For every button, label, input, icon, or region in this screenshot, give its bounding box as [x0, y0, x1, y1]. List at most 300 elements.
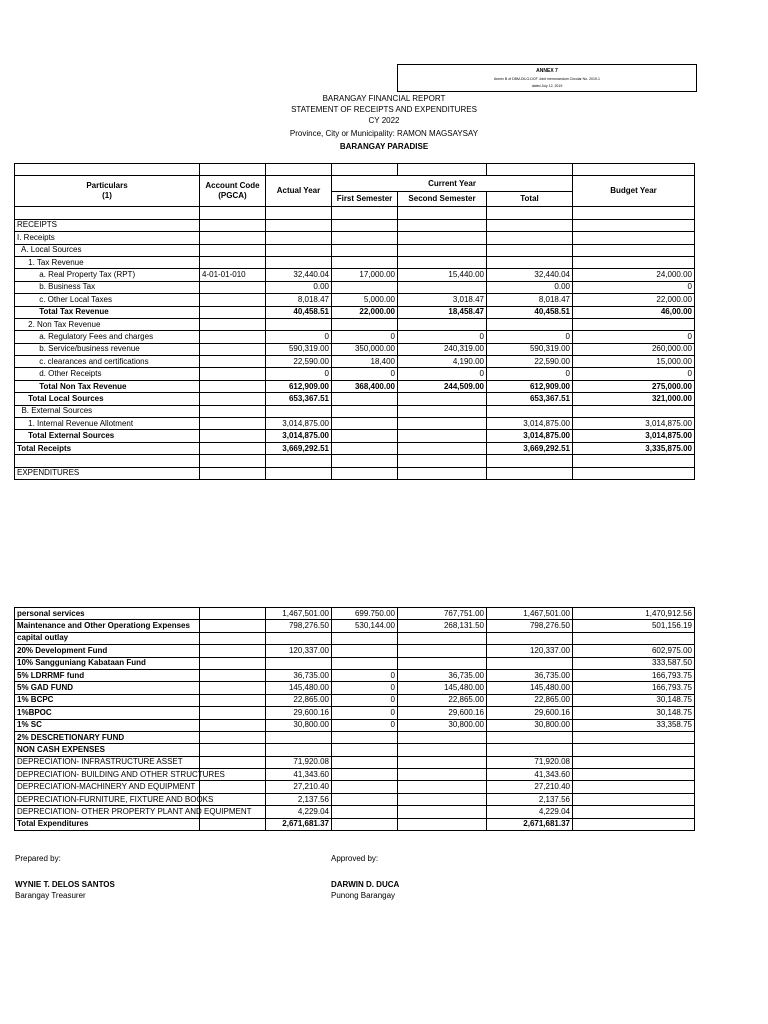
receipts-row: [15, 294, 695, 306]
total-cell: 4,229.04: [487, 806, 573, 818]
receipts-row: [15, 467, 695, 479]
second-semester-cell: [398, 318, 487, 330]
receipts-row: [15, 343, 695, 355]
header-spacer-row: [15, 164, 695, 176]
expenditures-row: [15, 620, 695, 632]
first-semester-cell: 5,000.00: [332, 294, 398, 306]
account-code-cell: [200, 694, 266, 706]
actual-year-cell: 3,014,875.00: [266, 418, 332, 430]
prepared-by-name: WYNIE T. DELOS SANTOS: [15, 880, 115, 889]
actual-year-cell: [266, 232, 332, 244]
first-semester-cell: [332, 806, 398, 818]
particulars-cell: [15, 455, 200, 467]
first-semester-cell: 17,000.00: [332, 269, 398, 281]
expenditures-row: [15, 781, 695, 793]
actual-year-cell: 145,480.00: [266, 682, 332, 694]
total-cell: [487, 244, 573, 256]
particulars-cell: Maintenance and Other Operationg Expenses: [15, 620, 200, 632]
first-semester-cell: 0: [332, 694, 398, 706]
municipality-line: Province, City or Municipality: RAMON MAGSAYSAY: [289, 129, 479, 138]
particulars-cell: 10% Sangguniang Kabataan Fund: [15, 657, 200, 669]
particulars-cell: Total Local Sources: [15, 393, 200, 405]
total-cell: [487, 405, 573, 417]
second-semester-cell: [398, 219, 487, 231]
expenditures-row: [15, 806, 695, 818]
expenditures-row: [15, 769, 695, 781]
total-cell: [487, 657, 573, 669]
second-semester-cell: 29,600.16: [398, 707, 487, 719]
particulars-cell: 1. Tax Revenue: [15, 256, 200, 268]
actual-year-cell: [266, 657, 332, 669]
account-code-cell: [200, 731, 266, 743]
first-semester-cell: [332, 232, 398, 244]
second-semester-cell: [398, 455, 487, 467]
first-semester-cell: 0: [332, 669, 398, 681]
second-semester-cell: [398, 657, 487, 669]
second-semester-cell: [398, 744, 487, 756]
receipts-row: [15, 380, 695, 392]
actual-year-cell: 2,671,681.37: [266, 818, 332, 830]
actual-year-cell: 3,669,292.51: [266, 442, 332, 454]
expenditures-row: [15, 694, 695, 706]
receipts-row: [15, 455, 695, 467]
budget-year-cell: [573, 219, 695, 231]
approved-by-label: Approved by:: [331, 854, 379, 863]
first-semester-cell: 699.750.00: [332, 608, 398, 620]
account-code-cell: [200, 719, 266, 731]
second-semester-cell: [398, 793, 487, 805]
particulars-cell: 1% SC: [15, 719, 200, 731]
actual-year-cell: [266, 244, 332, 256]
expenditures-row: [15, 669, 695, 681]
account-code-cell: [200, 219, 266, 231]
receipts-row: [15, 331, 695, 343]
actual-year-cell: [266, 256, 332, 268]
total-cell: 41,343.60: [487, 769, 573, 781]
second-semester-cell: [398, 769, 487, 781]
second-semester-cell: [398, 442, 487, 454]
second-semester-cell: [398, 256, 487, 268]
second-semester-cell: [398, 430, 487, 442]
account-code-cell: [200, 645, 266, 657]
budget-year-cell: 33,358.75: [573, 719, 695, 731]
receipts-row: [15, 244, 695, 256]
budget-year-cell: 0: [573, 331, 695, 343]
first-semester-cell: [332, 818, 398, 830]
actual-year-cell: 0.00: [266, 281, 332, 293]
second-semester-cell: [398, 632, 487, 644]
account-code-cell: [200, 318, 266, 330]
actual-year-cell: 120,337.00: [266, 645, 332, 657]
actual-year-cell: [266, 467, 332, 479]
particulars-cell: a. Real Property Tax (RPT): [15, 269, 200, 281]
particulars-cell: c. clearances and certifications: [15, 356, 200, 368]
budget-year-cell: 166,793.75: [573, 682, 695, 694]
header-row-1: [15, 176, 695, 192]
particulars-cell: a. Regulatory Fees and charges: [15, 331, 200, 343]
actual-year-cell: [266, 744, 332, 756]
actual-year-cell: [266, 455, 332, 467]
total-cell: 3,014,875.00: [487, 430, 573, 442]
second-semester-cell: 0: [398, 331, 487, 343]
budget-year-cell: 15,000.00: [573, 356, 695, 368]
receipts-table: [14, 163, 695, 480]
account-code-cell: [200, 430, 266, 442]
budget-year-cell: [573, 318, 695, 330]
actual-year-cell: 612,909.00: [266, 380, 332, 392]
particulars-cell: 1. Internal Revenue Allotment: [15, 418, 200, 430]
actual-year-header: Actual Year: [266, 176, 332, 207]
budget-year-cell: [573, 744, 695, 756]
first-semester-cell: 368,400.00: [332, 380, 398, 392]
account-code-cell: [200, 608, 266, 620]
second-semester-cell: 18,458.47: [398, 306, 487, 318]
actual-year-cell: 41,343.60: [266, 769, 332, 781]
particulars-cell: personal services: [15, 608, 200, 620]
second-semester-cell: [398, 393, 487, 405]
particulars-cell: A. Local Sources: [15, 244, 200, 256]
budget-year-cell: [573, 793, 695, 805]
receipts-row: [15, 306, 695, 318]
first-semester-cell: [332, 467, 398, 479]
actual-year-cell: [266, 219, 332, 231]
budget-year-cell: [573, 632, 695, 644]
particulars-cell: Total Non Tax Revenue: [15, 380, 200, 392]
total-cell: 71,920.08: [487, 756, 573, 768]
first-semester-cell: 0: [332, 682, 398, 694]
first-semester-cell: [332, 281, 398, 293]
actual-year-cell: 40,458.51: [266, 306, 332, 318]
total-cell: 612,909.00: [487, 380, 573, 392]
receipts-row: [15, 430, 695, 442]
second-semester-cell: [398, 467, 487, 479]
receipts-row: [15, 281, 695, 293]
expenditures-row: [15, 731, 695, 743]
particulars-cell: 2% DESCRETIONARY FUND: [15, 731, 200, 743]
budget-year-cell: [573, 806, 695, 818]
account-code-cell: [200, 343, 266, 355]
first-semester-cell: [332, 393, 398, 405]
particulars-cell: B. External Sources: [15, 405, 200, 417]
particulars-cell: c. Other Local Taxes: [15, 294, 200, 306]
second-semester-cell: [398, 756, 487, 768]
prepared-by-label: Prepared by:: [15, 854, 61, 863]
account-code-cell: [200, 418, 266, 430]
total-cell: 3,014,875.00: [487, 418, 573, 430]
total-cell: [487, 731, 573, 743]
particulars-cell: Total Receipts: [15, 442, 200, 454]
particulars-cell: b. Business Tax: [15, 281, 200, 293]
total-cell: 22,865.00: [487, 694, 573, 706]
actual-year-cell: 27,210.40: [266, 781, 332, 793]
budget-year-cell: 1,470,912.56: [573, 608, 695, 620]
expenditures-table: [14, 607, 695, 831]
total-cell: 1,467,501.00: [487, 608, 573, 620]
report-year: CY 2022: [368, 116, 400, 125]
expenditures-row: [15, 719, 695, 731]
actual-year-cell: [266, 318, 332, 330]
budget-year-cell: 24,000.00: [573, 269, 695, 281]
budget-year-cell: 0: [573, 281, 695, 293]
second-semester-cell: [398, 244, 487, 256]
second-semester-cell: 240,319.00: [398, 343, 487, 355]
second-semester-cell: 36,735.00: [398, 669, 487, 681]
expenditures-row: [15, 682, 695, 694]
particulars-cell: 20% Development Fund: [15, 645, 200, 657]
actual-year-cell: 8,018.47: [266, 294, 332, 306]
first-semester-cell: [332, 756, 398, 768]
actual-year-cell: 22,590.00: [266, 356, 332, 368]
annex-date: dated July 12, 2019: [531, 84, 563, 88]
actual-year-cell: 0: [266, 331, 332, 343]
budget-year-cell: [573, 256, 695, 268]
particulars-cell: 5% GAD FUND: [15, 682, 200, 694]
second-semester-cell: [398, 806, 487, 818]
first-semester-cell: 0: [332, 368, 398, 380]
receipts-row: [15, 232, 695, 244]
particulars-cell: d. Other Receipts: [15, 368, 200, 380]
expenditures-row: [15, 744, 695, 756]
first-semester-cell: [332, 657, 398, 669]
budget-year-cell: 166,793.75: [573, 669, 695, 681]
account-code-cell: [200, 368, 266, 380]
actual-year-cell: [266, 405, 332, 417]
particulars-cell: Total Expenditures: [15, 818, 200, 830]
total-cell: 0: [487, 331, 573, 343]
actual-year-cell: 590,319.00: [266, 343, 332, 355]
total-cell: 145,480.00: [487, 682, 573, 694]
budget-year-cell: 321,000.00: [573, 393, 695, 405]
prepared-by-title: Barangay Treasurer: [15, 891, 86, 900]
actual-year-cell: [266, 731, 332, 743]
account-code-cell: [200, 669, 266, 681]
first-semester-cell: [332, 455, 398, 467]
total-cell: 29,600.16: [487, 707, 573, 719]
expenditures-row: [15, 756, 695, 768]
budget-year-cell: [573, 232, 695, 244]
account-code-header: Account Code (PGCA): [200, 176, 266, 207]
budget-year-cell: 46,00.00: [573, 306, 695, 318]
budget-year-header: Budget Year: [573, 176, 695, 207]
second-semester-cell: 30,800.00: [398, 719, 487, 731]
first-semester-cell: 530,144.00: [332, 620, 398, 632]
second-semester-cell: [398, 281, 487, 293]
account-code-cell: [200, 781, 266, 793]
report-title: BARANGAY FINANCIAL REPORT: [322, 94, 446, 103]
total-cell: [487, 318, 573, 330]
total-cell: 653,367.51: [487, 393, 573, 405]
second-semester-cell: 244,509.00: [398, 380, 487, 392]
annex-reference: Annex B of DBM-DILG-DOF Joint memorandum Circular No. 2019-1: [493, 77, 600, 81]
first-semester-cell: 350,000.00: [332, 343, 398, 355]
first-semester-cell: 22,000.00: [332, 306, 398, 318]
budget-year-cell: 30,148.75: [573, 694, 695, 706]
actual-year-cell: 798,276.50: [266, 620, 332, 632]
receipts-row: [15, 368, 695, 380]
first-semester-cell: 0: [332, 707, 398, 719]
first-semester-cell: 0: [332, 331, 398, 343]
first-semester-cell: [332, 744, 398, 756]
second-semester-cell: [398, 405, 487, 417]
budget-year-cell: 30,148.75: [573, 707, 695, 719]
budget-year-cell: [573, 818, 695, 830]
particulars-cell: Total Tax Revenue: [15, 306, 200, 318]
total-cell: [487, 232, 573, 244]
budget-year-cell: [573, 781, 695, 793]
second-semester-cell: 0: [398, 368, 487, 380]
actual-year-cell: 22,865.00: [266, 694, 332, 706]
total-cell: 30,800.00: [487, 719, 573, 731]
account-code-cell: [200, 294, 266, 306]
total-cell: [487, 744, 573, 756]
account-code-cell: [200, 244, 266, 256]
actual-year-cell: 32,440.04: [266, 269, 332, 281]
particulars-cell: DEPRECIATION- OTHER PROPERTY PLANT AND EQUIPMENT: [15, 806, 200, 818]
account-code-cell: [200, 818, 266, 830]
account-code-cell: [200, 632, 266, 644]
account-code-cell: [200, 657, 266, 669]
budget-year-cell: [573, 405, 695, 417]
first-semester-cell: [332, 632, 398, 644]
header-gap-row: [15, 207, 695, 219]
actual-year-cell: 30,800.00: [266, 719, 332, 731]
second-semester-cell: [398, 645, 487, 657]
actual-year-cell: 3,014,875.00: [266, 430, 332, 442]
receipts-row: [15, 442, 695, 454]
approved-by-name: DARWIN D. DUCA: [331, 880, 400, 889]
first-semester-cell: [332, 219, 398, 231]
account-code-cell: [200, 356, 266, 368]
total-cell: 798,276.50: [487, 620, 573, 632]
actual-year-cell: 653,367.51: [266, 393, 332, 405]
receipts-row: [15, 219, 695, 231]
account-code-cell: [200, 380, 266, 392]
receipts-row: [15, 256, 695, 268]
actual-year-cell: [266, 632, 332, 644]
particulars-cell: I. Receipts: [15, 232, 200, 244]
expenditures-row: [15, 645, 695, 657]
first-semester-cell: 18,400: [332, 356, 398, 368]
actual-year-cell: 71,920.08: [266, 756, 332, 768]
expenditures-row: [15, 818, 695, 830]
actual-year-cell: 36,735.00: [266, 669, 332, 681]
particulars-cell: 2. Non Tax Revenue: [15, 318, 200, 330]
particulars-cell: b. Service/business revenue: [15, 343, 200, 355]
actual-year-cell: 2,137.56: [266, 793, 332, 805]
particulars-cell: DEPRECIATION-FURNITURE, FIXTURE AND BOOKS: [15, 793, 200, 805]
second-semester-cell: 3,018.47: [398, 294, 487, 306]
first-semester-cell: [332, 430, 398, 442]
particulars-cell: DEPRECIATION- INFRASTRUCTURE ASSET: [15, 756, 200, 768]
second-semester-cell: 15,440.00: [398, 269, 487, 281]
total-cell: 590,319.00: [487, 343, 573, 355]
budget-year-cell: 333,587.50: [573, 657, 695, 669]
second-semester-header: Second Semester: [398, 191, 487, 207]
account-code-cell: [200, 744, 266, 756]
budget-year-cell: 275,000.00: [573, 380, 695, 392]
budget-year-cell: 501,156.19: [573, 620, 695, 632]
first-semester-cell: 0: [332, 719, 398, 731]
account-code-cell: [200, 442, 266, 454]
total-cell: 120,337.00: [487, 645, 573, 657]
total-cell: 0: [487, 368, 573, 380]
total-cell: 2,137.56: [487, 793, 573, 805]
total-cell: 22,590.00: [487, 356, 573, 368]
particulars-cell: EXPENDITURES: [15, 467, 200, 479]
particulars-cell: 5% LDRRMF fund: [15, 669, 200, 681]
total-cell: 36,735.00: [487, 669, 573, 681]
barangay-name: BARANGAY PARADISE: [339, 142, 429, 151]
second-semester-cell: [398, 418, 487, 430]
budget-year-cell: [573, 769, 695, 781]
actual-year-cell: 29,600.16: [266, 707, 332, 719]
first-semester-cell: [332, 781, 398, 793]
account-code-cell: [200, 455, 266, 467]
total-cell: 32,440.04: [487, 269, 573, 281]
expenditures-row: [15, 608, 695, 620]
receipts-row: [15, 393, 695, 405]
second-semester-cell: 268,131.50: [398, 620, 487, 632]
second-semester-cell: 767,751.00: [398, 608, 487, 620]
particulars-cell: DEPRECIATION-MACHINERY AND EQUIPMENT: [15, 781, 200, 793]
total-cell: [487, 455, 573, 467]
first-semester-cell: [332, 769, 398, 781]
current-year-header: Current Year: [332, 176, 573, 192]
particulars-cell: 1% BCPC: [15, 694, 200, 706]
total-header: Total: [487, 191, 573, 207]
second-semester-cell: 4,190.00: [398, 356, 487, 368]
first-semester-cell: [332, 256, 398, 268]
first-semester-cell: [332, 405, 398, 417]
budget-year-cell: 3,335,875.00: [573, 442, 695, 454]
second-semester-cell: 22,865.00: [398, 694, 487, 706]
total-cell: 3,669,292.51: [487, 442, 573, 454]
second-semester-cell: [398, 781, 487, 793]
first-semester-header: First Semester: [332, 191, 398, 207]
total-cell: 8,018.47: [487, 294, 573, 306]
total-cell: 27,210.40: [487, 781, 573, 793]
total-cell: [487, 219, 573, 231]
expenditures-row: [15, 707, 695, 719]
particulars-cell: capital outlay: [15, 632, 200, 644]
account-code-cell: 4-01-01-010: [200, 269, 266, 281]
report-subtitle: STATEMENT OF RECEIPTS AND EXPENDITURES: [291, 105, 477, 114]
second-semester-cell: 145,480.00: [398, 682, 487, 694]
first-semester-cell: [332, 244, 398, 256]
particulars-cell: RECEIPTS: [15, 219, 200, 231]
budget-year-cell: 260,000.00: [573, 343, 695, 355]
budget-year-cell: [573, 756, 695, 768]
budget-year-cell: 0: [573, 368, 695, 380]
total-cell: [487, 256, 573, 268]
account-code-cell: [200, 707, 266, 719]
first-semester-cell: [332, 731, 398, 743]
account-code-cell: [200, 281, 266, 293]
account-code-cell: [200, 467, 266, 479]
total-cell: 0.00: [487, 281, 573, 293]
second-semester-cell: [398, 232, 487, 244]
budget-year-cell: 3,014,875.00: [573, 430, 695, 442]
budget-year-cell: [573, 244, 695, 256]
first-semester-cell: [332, 442, 398, 454]
total-cell: 2,671,681.37: [487, 818, 573, 830]
account-code-cell: [200, 682, 266, 694]
budget-year-cell: [573, 731, 695, 743]
account-code-cell: [200, 306, 266, 318]
account-code-cell: [200, 232, 266, 244]
actual-year-cell: 0: [266, 368, 332, 380]
particulars-cell: NON CASH EXPENSES: [15, 744, 200, 756]
